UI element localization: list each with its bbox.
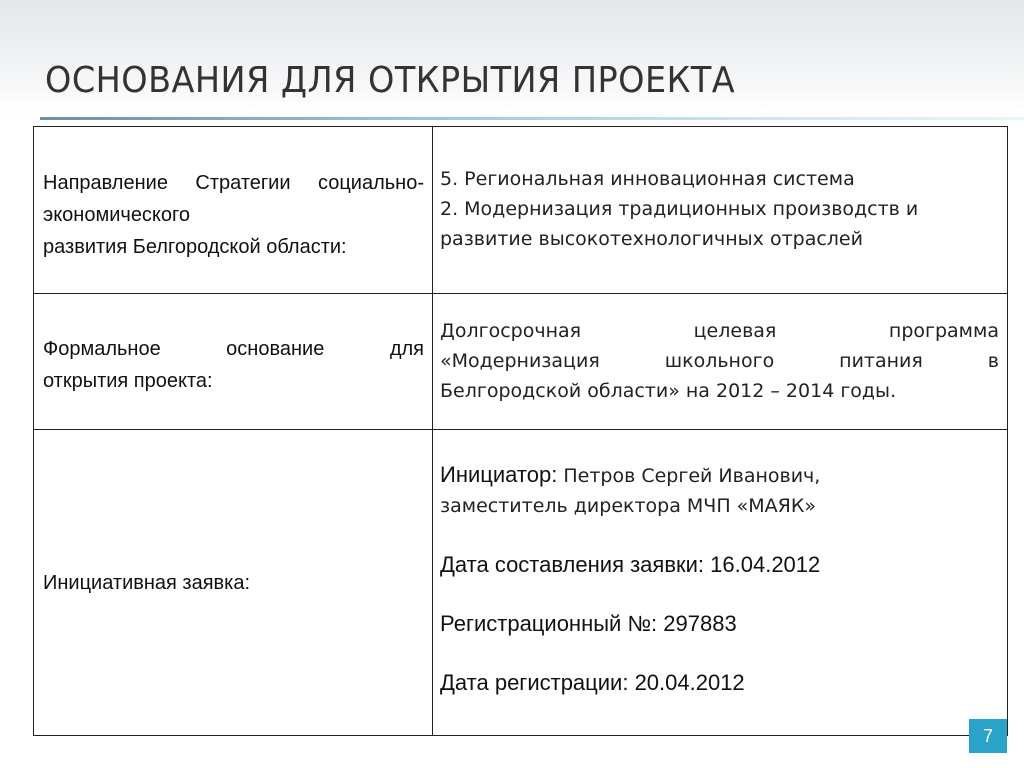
formal-basis-label-line: открытия проекта: (43, 370, 213, 392)
formal-basis-label-line: Формальное основание для (43, 338, 424, 360)
strategy-value-line: 5. Региональная инновационная система (440, 168, 855, 190)
initiator-position: заместитель директора МЧП «МАЯК» (440, 495, 816, 517)
registration-number: Регистрационный №: 297883 (440, 611, 737, 636)
formal-basis-value-cell (433, 294, 1008, 430)
initiative-label-cell (34, 430, 433, 736)
initiative-value-cell (433, 430, 1008, 736)
info-table (33, 126, 1008, 736)
formal-basis-value-line: Белгородской области» на 2012 – 2014 годы. (440, 380, 897, 402)
strategy-label-line: развития Белгородской области: (43, 236, 347, 258)
formal-basis-value-line: «Модернизация школьного питания в (440, 350, 999, 372)
registration-date: Дата регистрации: 20.04.2012 (440, 670, 745, 695)
formal-basis-value-line: Долгосрочная целевая программа (440, 320, 999, 342)
title-underline (40, 117, 1024, 120)
formal-basis-label-cell (34, 294, 433, 430)
initiator-name: Петров Сергей Иванович, (563, 465, 821, 487)
page-number-badge: 7 (969, 719, 1007, 753)
initiator-label: Инициатор: (440, 462, 558, 487)
strategy-value-cell (433, 127, 1008, 294)
strategy-label-cell (34, 127, 433, 294)
date-compiled: Дата составления заявки: 16.04.2012 (440, 552, 821, 577)
strategy-value-line: развитие высокотехнологичных отраслей (440, 228, 863, 250)
initiative-label: Инициативная заявка: (43, 571, 251, 594)
strategy-label-line: социально-экономического (43, 172, 424, 226)
initiator-line (440, 460, 999, 491)
strategy-label-line: Направление Стратегии (43, 172, 291, 194)
strategy-value-line: 2. Модернизация традиционных производств и (440, 198, 919, 220)
slide-title: ОСНОВАНИЯ ДЛЯ ОТКРЫТИЯ ПРОЕКТА (45, 60, 736, 101)
